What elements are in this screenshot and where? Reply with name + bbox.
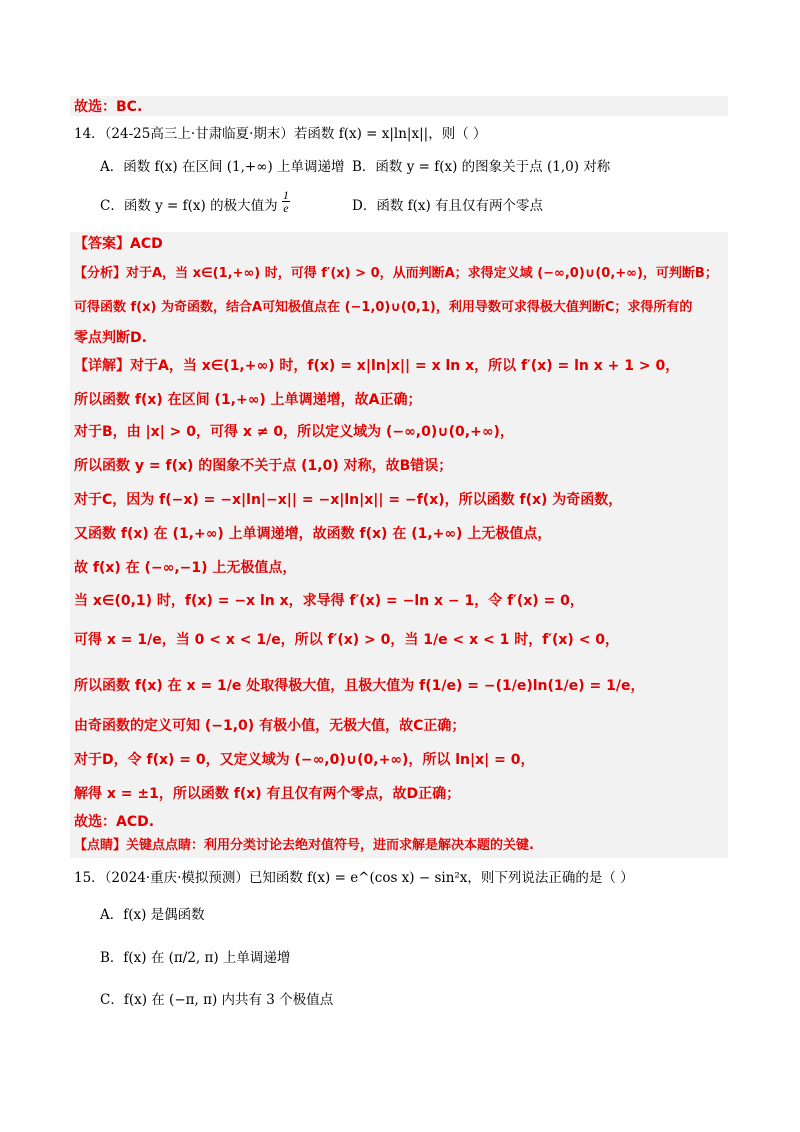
detail-line-4: 所以函数 y = f(x) 的图象不关于点 (1,0) 对称，故B错误； bbox=[74, 458, 453, 474]
q15-option-c: C．f(x) 在 (−π, π) 内共有 3 个极值点 bbox=[100, 992, 334, 1008]
fraction-numerator: 1 bbox=[282, 188, 289, 202]
q14-option-c bbox=[100, 188, 290, 216]
q14-option-d: D．函数 f(x) 有且仅有两个零点 bbox=[352, 198, 544, 214]
detail-line-5: 对于C，因为 f(−x) = −x|ln|−x|| = −x|ln|x|| = −f(x)，所以函数 f(x) 为奇函数， bbox=[74, 492, 623, 508]
detail-line-9: 可得 x = 1/e，当 0 < x < 1/e，所以 f′(x) > 0，当 1/e < x < 1 时，f′(x) < 0， bbox=[74, 632, 620, 648]
final-choice: 故选：ACD. bbox=[74, 814, 155, 830]
q15-stem: 15．（2024·重庆·模拟预测）已知函数 f(x) = e^(cos x) − sin²x，则下列说法正确的是（ ） bbox=[74, 870, 634, 886]
detail-line-8: 当 x∈(0,1) 时，f(x) = −x ln x，求导得 f′(x) = −ln x − 1，令 f′(x) = 0， bbox=[74, 593, 584, 609]
q15-option-a: A．f(x) 是偶函数 bbox=[100, 907, 205, 923]
detail-line-7: 故 f(x) 在 (−∞,−1) 上无极值点， bbox=[74, 560, 297, 576]
detail-line-1: 【详解】对于A，当 x∈(1,+∞) 时，f(x) = x|ln|x|| = x ln x，所以 f′(x) = ln x + 1 > 0， bbox=[74, 358, 680, 374]
analysis-line-1: 【分析】对于A，当 x∈(1,+∞) 时，可得 f′(x) > 0，从而判断A；求得定义域 (−∞,0)∪(0,+∞)，可判断B； bbox=[74, 266, 718, 281]
q14-stem: 14．（24-25高三上·甘肃临夏·期末）若函数 f(x) = x|ln|x||，则（ ） bbox=[74, 126, 487, 142]
q14-option-c-text: C．函数 y = f(x) 的极大值为 bbox=[100, 198, 278, 214]
detail-line-10: 所以函数 f(x) 在 x = 1/e 处取得极大值，且极大值为 f(1/e) = −(1/e)ln(1/e) = 1/e， bbox=[74, 678, 645, 694]
detail-line-12: 对于D，令 f(x) = 0，又定义域为 (−∞,0)∪(0,+∞)，所以 ln|x| = 0， bbox=[74, 752, 535, 768]
detail-line-6: 又函数 f(x) 在 (1,+∞) 上单调递增，故函数 f(x) 在 (1,+∞) 上无极值点， bbox=[74, 526, 552, 542]
detail-line-11: 由奇函数的定义可知 (−1,0) 有极小值，无极大值，故C正确； bbox=[74, 718, 466, 734]
detail-line-2: 所以函数 f(x) 在区间 (1,+∞) 上单调递增，故A正确； bbox=[74, 392, 422, 408]
key-point-comment: 【点睛】关键点点睛：利用分类讨论去绝对值符号，进而求解是解决本题的关键. bbox=[74, 838, 534, 853]
q15-option-b: B．f(x) 在 (π/2, π) 上单调递增 bbox=[100, 950, 291, 966]
answer-label: 【答案】ACD bbox=[74, 236, 163, 252]
prev-choice: 故选：BC. bbox=[74, 99, 143, 115]
q14-option-b: B．函数 y = f(x) 的图象关于点 (1,0) 对称 bbox=[352, 159, 611, 175]
detail-line-3: 对于B，由 |x| > 0，可得 x ≠ 0，所以定义域为 (−∞,0)∪(0,+∞)， bbox=[74, 424, 514, 440]
q14-option-c-fraction bbox=[282, 189, 290, 214]
analysis-line-2: 可得函数 f(x) 为奇函数，结合A可知极值点在 (−1,0)∪(0,1)，利用导数可求得极大值判断C；求得所有的 bbox=[74, 300, 693, 315]
fraction-denominator: e bbox=[283, 201, 289, 215]
detail-line-13: 解得 x = ±1，所以函数 f(x) 有且仅有两个零点，故D正确； bbox=[74, 786, 461, 802]
q14-option-a: A．函数 f(x) 在区间 (1,+∞) 上单调递增 bbox=[100, 159, 345, 175]
analysis-line-3: 零点判断D. bbox=[74, 330, 147, 346]
